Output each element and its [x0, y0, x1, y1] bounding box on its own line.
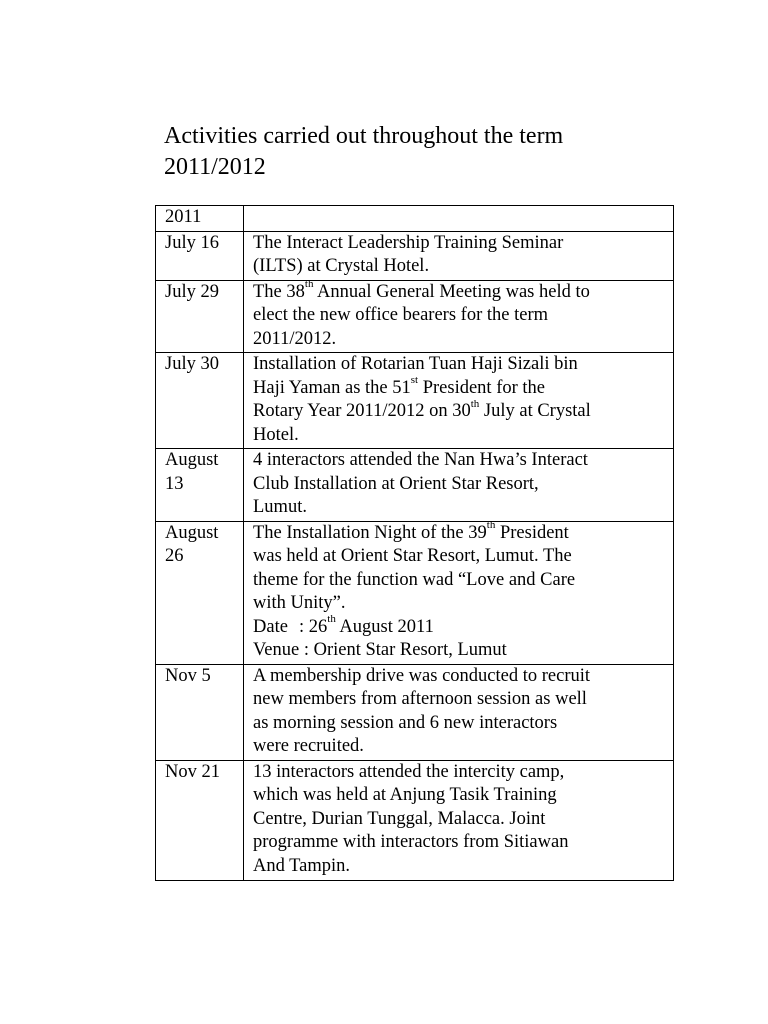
year-description-cell [244, 206, 674, 232]
description-text: The 38 [253, 281, 305, 302]
title-line-2: 2011/2012 [164, 154, 266, 180]
event-date-label: Date [253, 616, 288, 637]
table-row-year [156, 206, 674, 232]
activity-date: July 30 [156, 353, 244, 449]
activity-date [156, 521, 244, 664]
description-line: with Unity”. [253, 593, 346, 613]
table-row [156, 760, 674, 880]
description-line: The Interact Leadership Training Seminar [253, 232, 564, 253]
description-line: 13 interactors attended the intercity camp, [253, 761, 565, 782]
ordinal-suffix: st [410, 374, 419, 387]
table-row [156, 353, 674, 449]
description-text: Annual General Meeting was held to [313, 281, 590, 302]
description-text: The Installation Night of the 39 [253, 522, 487, 543]
description-line: Hotel. [253, 424, 299, 445]
table-row [156, 449, 674, 522]
description-line: 2011/2012. [253, 328, 337, 349]
activity-description [244, 449, 674, 522]
description-line: 4 interactors attended the Nan Hwa’s Interact [253, 450, 588, 470]
ordinal-suffix: th [304, 280, 314, 291]
date-line: August [165, 522, 219, 543]
description-line: Installation of Rotarian Tuan Haji Sizali bin [253, 354, 578, 374]
activity-date [156, 449, 244, 522]
description-line: Club Installation at Orient Star Resort, [253, 473, 539, 494]
activity-date: July 29 [156, 280, 244, 353]
title-line-1: Activities carried out throughout the term [164, 123, 564, 149]
activity-description [244, 521, 674, 664]
description-text: Rotary Year 2011/2012 on 30 [253, 401, 471, 421]
activity-date: July 16 [156, 231, 244, 280]
description-line: A membership drive was conducted to recruit [253, 665, 591, 686]
table-row [156, 280, 674, 353]
ordinal-suffix: th [327, 613, 336, 626]
description-line [253, 374, 667, 401]
event-date-value: : 26 [299, 616, 328, 637]
description-line [253, 397, 667, 424]
date-line: 13 [165, 473, 184, 494]
description-line: programme with interactors from Sitiawan [253, 832, 569, 852]
description-line: was held at Orient Star Resort, Lumut. The [253, 546, 572, 566]
description-line [253, 281, 667, 305]
activity-description [244, 231, 674, 280]
description-line: And Tampin. [253, 855, 351, 876]
description-text: Haji Yaman as the 51 [253, 377, 411, 398]
table-row [156, 231, 674, 280]
year-cell: 2011 [156, 206, 244, 232]
activity-description [244, 280, 674, 353]
activity-description [244, 664, 674, 760]
activity-date: Nov 5 [156, 664, 244, 760]
date-line: 26 [165, 546, 184, 566]
event-date-line [253, 613, 667, 640]
activities-table [155, 205, 674, 881]
description-line [253, 522, 667, 546]
ordinal-suffix: th [486, 521, 496, 532]
description-line: as morning session and 6 new interactors [253, 712, 558, 733]
event-date-value: August 2011 [335, 616, 434, 637]
description-line: Lumut. [253, 497, 307, 517]
page-title [164, 121, 644, 183]
activity-date: Nov 21 [156, 760, 244, 880]
description-line: new members from afternoon session as well [253, 689, 587, 709]
date-line: August [165, 450, 219, 470]
description-line: elect the new office bearers for the term [253, 305, 548, 325]
table-row [156, 664, 674, 760]
description-line: (ILTS) at Crystal Hotel. [253, 256, 430, 276]
description-line: which was held at Anjung Tasik Training [253, 785, 557, 805]
description-text: President for the [418, 377, 545, 398]
ordinal-suffix: th [470, 397, 480, 410]
table-row [156, 521, 674, 664]
description-line: theme for the function wad “Love and Care [253, 569, 576, 590]
description-text: July at Crystal [479, 401, 591, 421]
activity-description [244, 353, 674, 449]
description-line: Centre, Durian Tunggal, Malacca. Joint [253, 808, 546, 829]
event-venue-line: Venue : Orient Star Resort, Lumut [253, 640, 507, 660]
activity-description [244, 760, 674, 880]
description-line: were recruited. [253, 736, 364, 756]
description-text: President [495, 522, 569, 543]
